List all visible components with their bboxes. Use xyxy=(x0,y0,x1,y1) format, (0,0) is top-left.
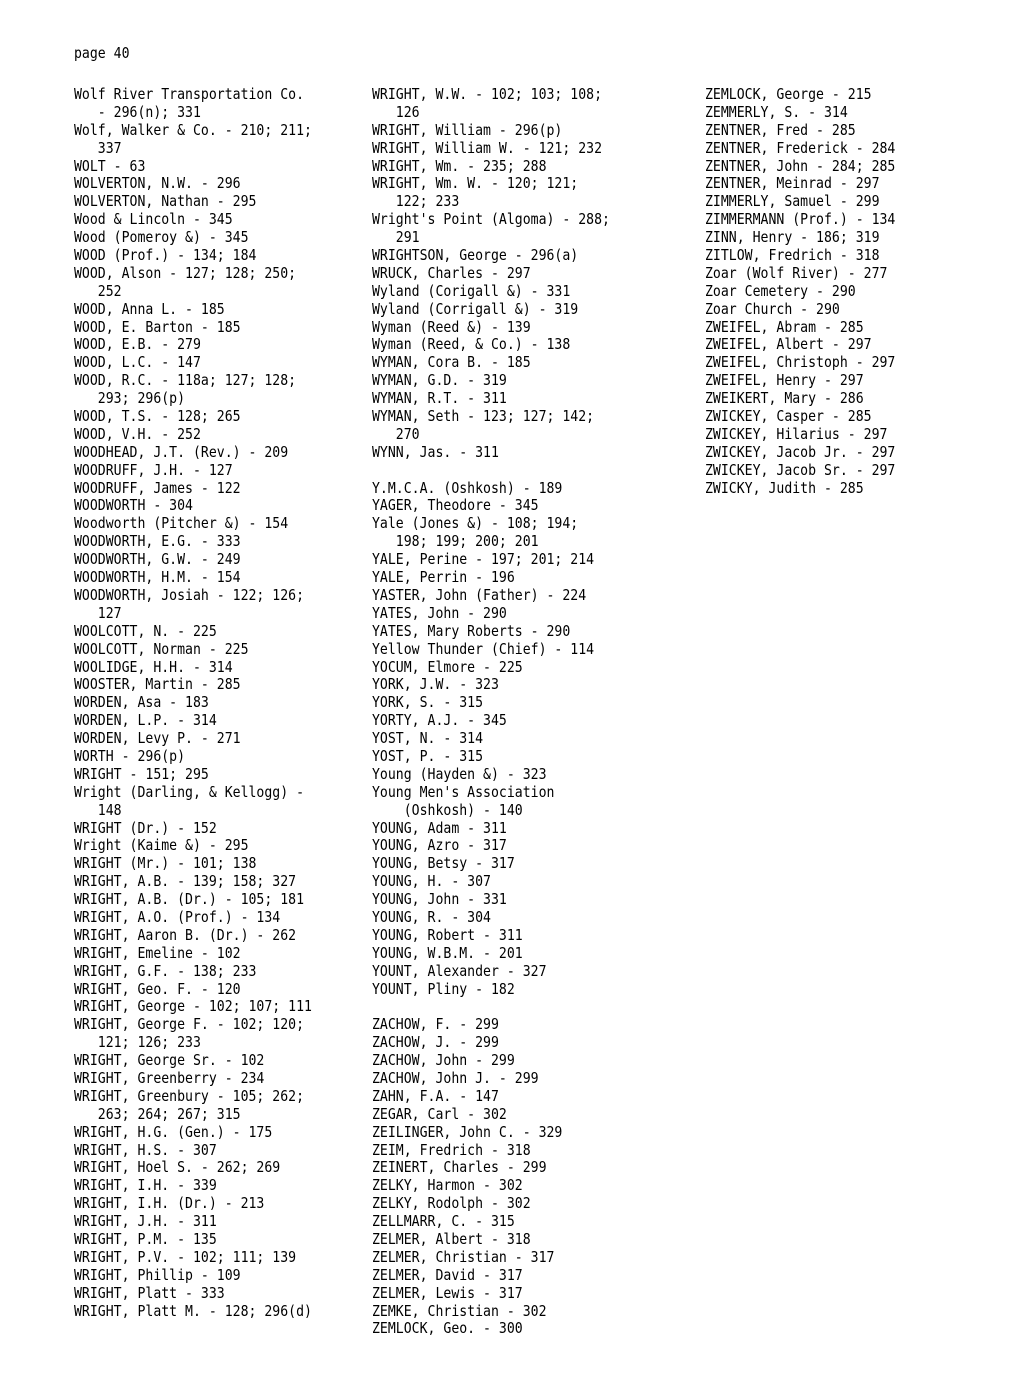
index-entry-line: Wright (Kaime &) - 295 xyxy=(74,836,249,855)
index-entry-line: ZWICKEY, Jacob Sr. - 297 xyxy=(705,460,896,479)
index-entry-line: WOOD, Alson - 127; 128; 250; xyxy=(74,263,297,282)
index-entry-line: YORK, S. - 315 xyxy=(372,693,484,712)
index-entry-line: YOUNG, Azro - 317 xyxy=(372,836,507,855)
index-entry-line: WRIGHT, I.H. - 339 xyxy=(74,1176,217,1195)
index-entry-line: ZEGAR, Carl - 302 xyxy=(372,1104,507,1123)
index-entry-line: WRIGHT, Geo. F. - 120 xyxy=(74,979,241,998)
index-entry-line: WOOD, T.S. - 128; 265 xyxy=(74,407,241,426)
index-entry-line: WRIGHT, H.S. - 307 xyxy=(74,1140,217,1159)
index-entry-line: Zoar Church - 290 xyxy=(705,299,840,318)
index-entry-line: ZENTNER, Frederick - 284 xyxy=(705,138,896,157)
index-entry-line: WRIGHT - 151; 295 xyxy=(74,764,209,783)
index-entry-line: ZWEIFEL, Abram - 285 xyxy=(705,317,864,336)
index-entry-line: WRIGHT, I.H. (Dr.) - 213 xyxy=(74,1194,265,1213)
index-entry-line: ZWEIFEL, Henry - 297 xyxy=(705,371,864,390)
index-entry-line: ZAHN, F.A. - 147 xyxy=(372,1086,499,1105)
index-entry-line: WRIGHTSON, George - 296(a) xyxy=(372,246,579,265)
index-entry-line: WRIGHT, A.B. (Dr.) - 105; 181 xyxy=(74,890,305,909)
index-entry-line: Zoar Cemetery - 290 xyxy=(705,281,856,300)
index-entry-line: Wyland (Corigall &) - 331 xyxy=(372,281,571,300)
index-entry-line: (Oshkosh) - 140 xyxy=(372,800,523,819)
index-entry-line: WOODWORTH - 304 xyxy=(74,496,193,515)
index-entry-line: WYNN, Jas. - 311 xyxy=(372,442,499,461)
index-entry-line: YOUNT, Pliny - 182 xyxy=(372,979,515,998)
index-entry-line: YATES, Mary Roberts - 290 xyxy=(372,621,571,640)
index-entry-line: WRIGHT, W.W. - 102; 103; 108; xyxy=(372,85,603,103)
index-entry-line: Yellow Thunder (Chief) - 114 xyxy=(372,639,595,658)
index-entry-line: ZWICKEY, Hilarius - 297 xyxy=(705,424,888,443)
index-entry-line: ZIMMERMANN (Prof.) - 134 xyxy=(705,210,896,229)
index-entry-line: WRIGHT, Phillip - 109 xyxy=(74,1265,241,1284)
index-entry-line: 293; 296(p) xyxy=(74,389,186,408)
index-entry-line: ZENTNER, John - 284; 285 xyxy=(705,156,896,175)
index-column-3 xyxy=(705,86,929,497)
index-entry-line: ZELKY, Rodolph - 302 xyxy=(372,1194,531,1213)
index-entry-line: ZACHOW, John J. - 299 xyxy=(372,1068,539,1087)
index-entry-line: WOODRUFF, James - 122 xyxy=(74,478,241,497)
index-entry-line: 127 xyxy=(74,603,122,622)
index-entry-line: WRIGHT (Dr.) - 152 xyxy=(74,818,217,837)
index-entry-line: WOOD (Prof.) - 134; 184 xyxy=(74,246,257,265)
index-entry-line: ZEMKE, Christian - 302 xyxy=(372,1301,547,1320)
index-entry-line: YOCUM, Elmore - 225 xyxy=(372,657,523,676)
index-entry-line: ZWEIKERT, Mary - 286 xyxy=(705,389,864,408)
index-entry-line: WOOD, L.C. - 147 xyxy=(74,353,201,372)
index-entry-line: WYMAN, Seth - 123; 127; 142; xyxy=(372,407,595,426)
index-entry-line: WRIGHT, H.G. (Gen.) - 175 xyxy=(74,1122,273,1141)
index-entry-line xyxy=(372,998,610,1016)
index-entry-line: YOUNG, John - 331 xyxy=(372,890,507,909)
index-entry-line: YOUNG, Adam - 311 xyxy=(372,818,507,837)
index-entry-line: Young Men's Association xyxy=(372,782,555,801)
index-entry-line: WRIGHT, George Sr. - 102 xyxy=(74,1051,265,1070)
index-entry-line: WOOLCOTT, Norman - 225 xyxy=(74,639,249,658)
index-entry-line: ZEMMERLY, S. - 314 xyxy=(705,102,848,121)
index-entry-line: WORDEN, Asa - 183 xyxy=(74,693,209,712)
index-entry-line: YALE, Perrin - 196 xyxy=(372,568,515,587)
index-entry-line: WRIGHT (Mr.) - 101; 138 xyxy=(74,854,257,873)
index-entry-line: 126 xyxy=(372,102,420,121)
index-entry-line: YOUNG, Betsy - 317 xyxy=(372,854,515,873)
index-entry-line: WRIGHT, Emeline - 102 xyxy=(74,943,241,962)
index-entry-line: WOOSTER, Martin - 285 xyxy=(74,675,241,694)
index-entry-line: YATES, John - 290 xyxy=(372,603,507,622)
index-entry-line: Zoar (Wolf River) - 277 xyxy=(705,263,888,282)
index-entry-line: WRIGHT, Greenberry - 234 xyxy=(74,1068,265,1087)
index-entry-line: YOUNG, Robert - 311 xyxy=(372,925,523,944)
index-entry-line: Wright (Darling, & Kellogg) - xyxy=(74,782,305,801)
index-entry-line: 337 xyxy=(74,138,122,157)
index-entry-line: Y.M.C.A. (Oshkosh) - 189 xyxy=(372,478,563,497)
index-entry-line: WOOLIDGE, H.H. - 314 xyxy=(74,657,233,676)
index-entry-line: WRIGHT, P.M. - 135 xyxy=(74,1230,217,1248)
index-entry-line: WRIGHT, P.V. - 102; 111; 139 xyxy=(74,1247,297,1266)
index-entry-line: WOOLCOTT, N. - 225 xyxy=(74,621,217,640)
index-entry-line: Wood & Lincoln - 345 xyxy=(74,210,233,229)
index-entry-line: WOLVERTON, N.W. - 296 xyxy=(74,174,241,193)
index-entry-line: WOODWORTH, G.W. - 249 xyxy=(74,550,241,569)
index-entry-line: ZWEIFEL, Christoph - 297 xyxy=(705,353,896,372)
index-entry-line: ZEIM, Fredrich - 318 xyxy=(372,1140,531,1159)
index-entry-line: YALE, Perine - 197; 201; 214 xyxy=(372,550,595,569)
index-entry-line: Wyland (Corrigall &) - 319 xyxy=(372,299,579,318)
index-entry-line: ZACHOW, F. - 299 xyxy=(372,1015,499,1034)
index-entry-line: Wood (Pomeroy &) - 345 xyxy=(74,228,249,247)
index-entry-line: WOLVERTON, Nathan - 295 xyxy=(74,192,257,211)
index-entry-line: ZEINERT, Charles - 299 xyxy=(372,1158,547,1177)
index-entry-line: ZENTNER, Meinrad - 297 xyxy=(705,174,880,193)
index-entry-line: WRIGHT, George F. - 102; 120; xyxy=(74,1015,305,1034)
index-entry-line: WRUCK, Charles - 297 xyxy=(372,263,531,282)
index-entry-line: YORTY, A.J. - 345 xyxy=(372,711,507,730)
index-entry-line: WOLT - 63 xyxy=(74,156,146,175)
index-entry-line: ZACHOW, J. - 299 xyxy=(372,1033,499,1052)
index-entry-line: ZIMMERLY, Samuel - 299 xyxy=(705,192,880,211)
index-entry-line: WRIGHT, Greenbury - 105; 262; xyxy=(74,1086,305,1105)
index-entry-line: WRIGHT, J.H. - 311 xyxy=(74,1212,217,1231)
index-entry-line: WRIGHT, Platt - 333 xyxy=(74,1283,225,1302)
index-entry-line: WOOD, R.C. - 118a; 127; 128; xyxy=(74,371,297,390)
index-entry-line: Wolf, Walker & Co. - 210; 211; xyxy=(74,120,312,139)
index-entry-line: WORDEN, Levy P. - 271 xyxy=(74,729,241,748)
index-entry-line: ZELMER, Christian - 317 xyxy=(372,1247,555,1266)
index-entry-line xyxy=(372,462,610,480)
index-entry-line: 148 xyxy=(74,800,122,819)
index-entry-line: ZACHOW, John - 299 xyxy=(372,1051,515,1070)
index-entry-line: Woodworth (Pitcher &) - 154 xyxy=(74,514,289,533)
index-entry-line: WYMAN, G.D. - 319 xyxy=(372,371,507,390)
index-entry-line: ZELMER, Albert - 318 xyxy=(372,1230,531,1248)
index-entry-line: YASTER, John (Father) - 224 xyxy=(372,585,587,604)
index-entry-line: ZWICKEY, Casper - 285 xyxy=(705,407,872,426)
index-entry-line: YOUNG, W.B.M. - 201 xyxy=(372,943,523,962)
index-entry-line: Wolf River Transportation Co. xyxy=(74,85,305,103)
index-entry-line: WRIGHT, William W. - 121; 232 xyxy=(372,138,603,157)
index-entry-line: Yale (Jones &) - 108; 194; xyxy=(372,514,579,533)
index-entry-line: WRIGHT, Hoel S. - 262; 269 xyxy=(74,1158,281,1177)
index-entry-line: 270 xyxy=(372,424,420,443)
index-entry-line: WRIGHT, A.B. - 139; 158; 327 xyxy=(74,872,297,891)
index-entry-line: ZELMER, David - 317 xyxy=(372,1265,523,1284)
index-entry-line: ZWICKEY, Jacob Jr. - 297 xyxy=(705,442,896,461)
index-entry-line: Young (Hayden &) - 323 xyxy=(372,764,547,783)
index-entry-line: ZITLOW, Fredrich - 318 xyxy=(705,246,880,265)
index-entry-line: WOOD, E.B. - 279 xyxy=(74,335,201,354)
index-entry-line: WRIGHT, William - 296(p) xyxy=(372,120,563,139)
index-entry-line: YOUNG, R. - 304 xyxy=(372,907,491,926)
index-entry-line: Wyman (Reed &) - 139 xyxy=(372,317,531,336)
index-entry-line: YOUNG, H. - 307 xyxy=(372,872,491,891)
index-entry-line: ZWICKY, Judith - 285 xyxy=(705,478,864,497)
index-entry-line: WORDEN, L.P. - 314 xyxy=(74,711,217,730)
index-entry-line: WOODRUFF, J.H. - 127 xyxy=(74,460,233,479)
index-entry-line: ZEILINGER, John C. - 329 xyxy=(372,1122,563,1141)
index-entry-line: 252 xyxy=(74,281,122,300)
index-entry-line: ZEMLOCK, Geo. - 300 xyxy=(372,1319,523,1338)
index-column-2 xyxy=(372,86,652,1338)
index-entry-line: ZEMLOCK, George - 215 xyxy=(705,85,872,103)
index-entry-line: ZELKY, Harmon - 302 xyxy=(372,1176,523,1195)
index-entry-line: WOOD, V.H. - 252 xyxy=(74,424,201,443)
index-entry-line: WOODWORTH, Josiah - 122; 126; xyxy=(74,585,305,604)
index-entry-line: WOODWORTH, H.M. - 154 xyxy=(74,568,241,587)
index-entry-line: WYMAN, R.T. - 311 xyxy=(372,389,507,408)
index-entry-line: ZELMER, Lewis - 317 xyxy=(372,1283,523,1302)
index-entry-line: ZWEIFEL, Albert - 297 xyxy=(705,335,872,354)
index-column-1 xyxy=(74,86,354,1320)
index-entry-line: WRIGHT, Platt M. - 128; 296(d) xyxy=(74,1301,312,1320)
index-entry-line: 291 xyxy=(372,228,420,247)
index-entry-line: 121; 126; 233 xyxy=(74,1033,201,1052)
index-entry-line: 198; 199; 200; 201 xyxy=(372,532,539,551)
index-entry-line: 263; 264; 267; 315 xyxy=(74,1104,241,1123)
index-entry-line: WRIGHT, Wm. - 235; 288 xyxy=(372,156,547,175)
index-entry-line: WYMAN, Cora B. - 185 xyxy=(372,353,531,372)
index-entry-line: WOOD, Anna L. - 185 xyxy=(74,299,225,318)
index-entry-line: YOUNT, Alexander - 327 xyxy=(372,961,547,980)
index-entry-line: YAGER, Theodore - 345 xyxy=(372,496,539,515)
index-entry-line: - 296(n); 331 xyxy=(74,102,201,121)
index-entry-line: 122; 233 xyxy=(372,192,460,211)
page-label: page 40 xyxy=(74,44,130,62)
index-entry-line: WOOD, E. Barton - 185 xyxy=(74,317,241,336)
index-entry-line: WOODWORTH, E.G. - 333 xyxy=(74,532,241,551)
index-entry-line: WRIGHT, George - 102; 107; 111 xyxy=(74,997,312,1016)
index-entry-line: WORTH - 296(p) xyxy=(74,746,186,765)
index-entry-line: Wyman (Reed, & Co.) - 138 xyxy=(372,335,571,354)
index-entry-line: ZINN, Henry - 186; 319 xyxy=(705,228,880,247)
index-entry-line: WRIGHT, Aaron B. (Dr.) - 262 xyxy=(74,925,297,944)
index-entry-line: ZELLMARR, C. - 315 xyxy=(372,1212,515,1231)
index-entry-line: WRIGHT, Wm. W. - 120; 121; xyxy=(372,174,579,193)
index-entry-line: YORK, J.W. - 323 xyxy=(372,675,499,694)
index-entry-line: WRIGHT, G.F. - 138; 233 xyxy=(74,961,257,980)
index-entry-line: ZENTNER, Fred - 285 xyxy=(705,120,856,139)
index-entry-line: YOST, N. - 314 xyxy=(372,729,484,748)
index-entry-line: Wright's Point (Algoma) - 288; xyxy=(372,210,610,229)
index-entry-line: WOODHEAD, J.T. (Rev.) - 209 xyxy=(74,442,289,461)
index-entry-line: YOST, P. - 315 xyxy=(372,746,484,765)
index-entry-line: WRIGHT, A.O. (Prof.) - 134 xyxy=(74,907,281,926)
